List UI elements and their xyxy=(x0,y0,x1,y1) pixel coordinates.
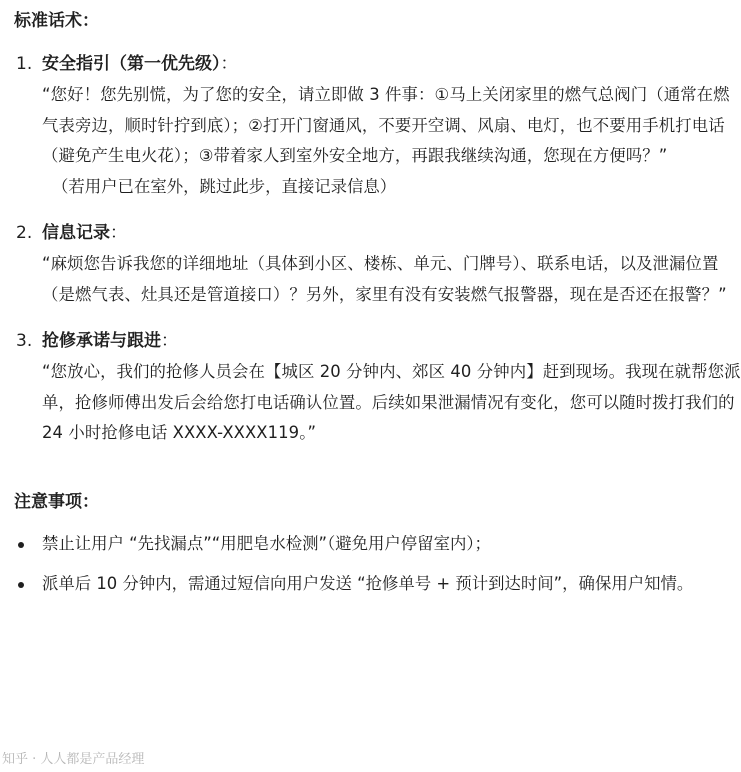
note-item xyxy=(14,569,741,600)
bullet-icon xyxy=(18,582,24,588)
step-item-3 xyxy=(14,327,741,449)
step-number: 3. xyxy=(16,331,33,351)
step-number: 1. xyxy=(16,54,33,74)
note-item xyxy=(14,529,741,560)
bullet-icon xyxy=(18,542,24,548)
step-number: 2. xyxy=(16,223,33,243)
step-dialogue: “您放心，我们的抢修人员会在【城区 20 分钟内、郊区 40 分钟内】赶到现场。我现在就帮您派单，抢修师傅出发后会给您打电话确认位置。后续如果泄漏情况有变化，您可以随时拨打我们的 24 小时抢修电话 XXXX-XXXX119。” xyxy=(42,362,741,442)
step-colon: ： xyxy=(110,223,127,243)
step-colon: ： xyxy=(161,331,178,351)
step-title: 抢修承诺与跟进 xyxy=(42,331,161,351)
notes-list xyxy=(14,529,727,600)
step-item-1 xyxy=(14,50,730,202)
notes-section-title: 注意事项： xyxy=(14,491,99,512)
steps-list xyxy=(14,50,741,449)
note-text: 禁止让用户 “先找漏点”“用肥皂水检测”（避免用户停留室内）； xyxy=(42,533,491,553)
step-note: （若用户已在室外，跳过此步，直接记录信息） xyxy=(52,176,397,196)
step-title: 安全指引（第一优先级） xyxy=(42,54,221,74)
watermark: 知乎 · 人人都是产品经理 xyxy=(2,752,145,767)
script-section-title: 标准话术： xyxy=(14,11,99,31)
step-item-2 xyxy=(14,219,727,310)
step-dialogue: “您好！您先别慌，为了您的安全，请立即做 3 件事：①马上关闭家里的燃气总阀门（通常在燃气表旁边，顺时针拧到底）；②打开门窗通风，不要开空调、风扇、电灯，也不要用手机打电话（避免产生电火花）；③带着家人到室外安全地方，再跟我继续沟通，您现在方便吗？” xyxy=(42,85,730,165)
step-title: 信息记录 xyxy=(42,223,110,243)
step-dialogue: “麻烦您告诉我您的详细地址（具体到小区、楼栋、单元、门牌号）、联系电话，以及泄漏位置（是燃气表、灶具还是管道接口）？另外，家里有没有安装燃气报警器，现在是否还在报警？” xyxy=(42,254,727,304)
note-text: 派单后 10 分钟内，需通过短信向用户发送 “抢修单号 + 预计到达时间”，确保用户知情。 xyxy=(42,574,694,593)
step-colon: ： xyxy=(220,54,238,74)
